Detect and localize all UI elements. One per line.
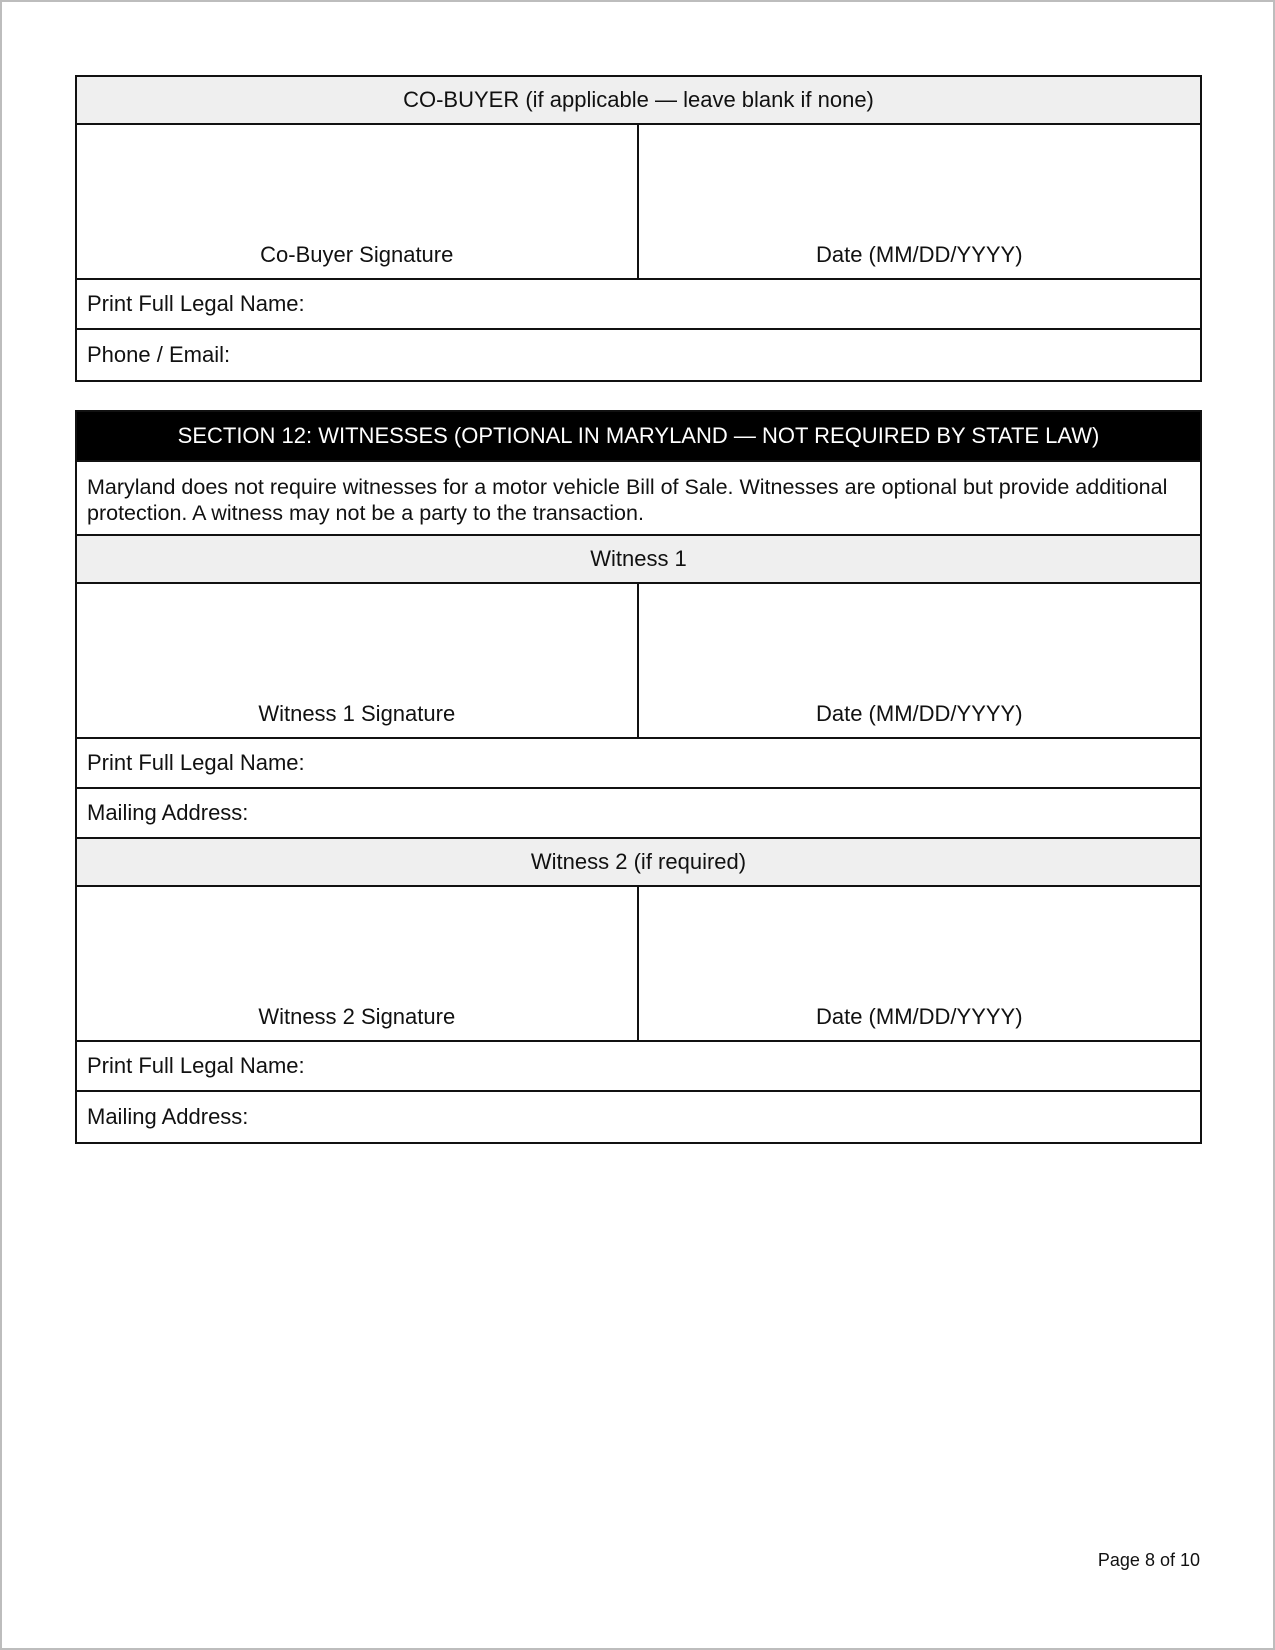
- witness-2-name-label: Print Full Legal Name:: [87, 1053, 305, 1078]
- witness-1-header-text: Witness 1: [590, 546, 687, 571]
- witness-2-name-field[interactable]: [77, 1042, 1200, 1092]
- cobuyer-signature-label: Co-Buyer Signature: [260, 242, 454, 267]
- cobuyer-signature-row: [77, 125, 1200, 280]
- cobuyer-header-text: CO-BUYER (if applicable — leave blank if none): [403, 87, 874, 112]
- cobuyer-name-field[interactable]: [77, 280, 1200, 330]
- witness-1-name-label: Print Full Legal Name:: [87, 750, 305, 775]
- witness-1-address-field[interactable]: [77, 789, 1200, 839]
- witness-2-header-text: Witness 2 (if required): [530, 849, 747, 874]
- cobuyer-header: [77, 77, 1200, 125]
- cobuyer-date-label: Date (MM/DD/YYYY): [815, 242, 1023, 267]
- cobuyer-date-field[interactable]: [639, 125, 1201, 278]
- witness-2-signature-field[interactable]: [77, 887, 639, 1040]
- witness-2-date-field[interactable]: [639, 887, 1201, 1040]
- witness-1-date-label: Date (MM/DD/YYYY): [815, 701, 1023, 726]
- witness-2-date-label: Date (MM/DD/YYYY): [815, 1004, 1023, 1029]
- section-12-intro-text: Maryland does not require witnesses for a motor vehicle Bill of Sale. Witnesses are optional but provide additional protection. A witness may not be a party to the transaction.: [87, 475, 1168, 525]
- witness-2-address-field[interactable]: [77, 1092, 1200, 1142]
- witness-1-signature-label: Witness 1 Signature: [258, 701, 456, 726]
- witness-2-signature-row: [77, 887, 1200, 1042]
- cobuyer-contact-label: Phone / Email:: [87, 342, 231, 367]
- witness-1-header: [77, 536, 1200, 584]
- cobuyer-table: [75, 75, 1202, 382]
- cobuyer-signature-field[interactable]: [77, 125, 639, 278]
- witness-2-header: [77, 839, 1200, 887]
- witness-2-signature-label: Witness 2 Signature: [258, 1004, 456, 1029]
- section-12-title-bar: [77, 412, 1200, 462]
- cobuyer-contact-field[interactable]: [77, 330, 1200, 380]
- cobuyer-name-label: Print Full Legal Name:: [87, 291, 305, 316]
- witness-1-date-field[interactable]: [639, 584, 1201, 737]
- section-12-title: SECTION 12: WITNESSES (OPTIONAL IN MARYLAND — NOT REQUIRED BY STATE LAW): [177, 423, 1100, 448]
- section-12-intro: [77, 462, 1200, 536]
- witness-1-name-field[interactable]: [77, 739, 1200, 789]
- witness-1-address-label: Mailing Address:: [87, 800, 249, 825]
- witness-1-signature-field[interactable]: [77, 584, 639, 737]
- witness-1-signature-row: [77, 584, 1200, 739]
- witness-2-address-label: Mailing Address:: [87, 1104, 249, 1129]
- witnesses-table: [75, 410, 1202, 1144]
- page-number: Page 8 of 10: [1097, 1550, 1200, 1570]
